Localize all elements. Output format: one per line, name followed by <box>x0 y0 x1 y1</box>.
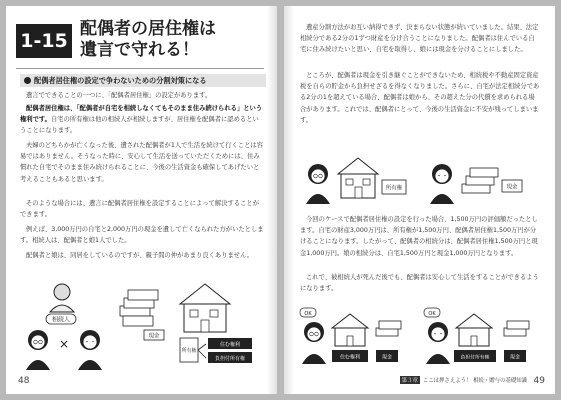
section-number-badge: 1-15 <box>16 24 72 58</box>
burdened-ownership-label: 負担付所有権 <box>460 355 490 361</box>
paragraph-1: 遺産分割方法がお互い納得できず、決まらない状態が続いていました。結果、法定相続分である2分の1ずつ財産を分け合うことになりました。配偶者は住んでいる自宅に住み続けたいと思い、自宅を取得し、娘には現金を分けることにしました。 <box>300 24 539 54</box>
paragraph-3: 夫婦のどちらかが亡くなった後、遺された配偶者が1人で生活を続けて行くことは容易ではありません。そうなった時に、安心して生活を送っていただくためには、住み慣れた自宅でそのまま住み続けられることに、今後の生活資金も確保してあげたいと考えることもあると思います。 <box>20 142 263 183</box>
page-title <box>80 19 216 61</box>
bullet-icon <box>24 77 31 84</box>
split-arrow-icon <box>198 344 206 358</box>
section-subheading: 配偶者居住権の設定で争わないための分割対策になる <box>20 74 266 87</box>
paragraph-6: 配偶者と娘は、同居をしているのですが、親子間の仲があまり良くありません。 <box>26 252 254 259</box>
paragraph-5: 例えば、3,000万円の自宅と2,000万円の現金を遺して亡くなられた方がいたとします。相続人は、配偶者と娘1人でした。 <box>20 226 264 245</box>
paragraph-2: 配偶者居住権は、「配偶者が自宅を相続しなくてもそのまま住み続けられる」という権利です。自宅の所有権は他の相続人が相続しますが、居住権を配偶者に認めるということになります。 <box>20 105 263 135</box>
chapter-title: ここは押さえよう！ 相続・贈与の基礎知識 <box>422 378 527 384</box>
house-icon <box>180 284 230 332</box>
paragraph-3: 今回のケースで配偶者居住権の設定を行った場合、1,500万円の評価額だったとします。自宅の財産3,000万円は、所有権が1,500万円、配偶者居住権1,500万円が分けることになります。したがって、配偶者の相続分は、配偶者居住権1,500万円と現金1,000万円。娘の相続分は、自宅1,500万円と現金1,000万円となります。 <box>300 216 538 257</box>
burdened-ownership-label: 負担付所有権 <box>214 355 246 362</box>
spouse-icon <box>302 322 326 364</box>
page-number-right: 49 <box>533 376 545 386</box>
spouse-icon <box>306 164 330 204</box>
paragraph-1: 遺言でできることの一つに、「配偶者居住権」の設定があります。 <box>26 92 212 99</box>
cash-stack-icon <box>462 168 498 193</box>
cash-stack-icon <box>504 321 529 336</box>
inheritance-illustration-before <box>302 154 538 206</box>
title-line-1: 配偶者の居住権は <box>80 19 216 39</box>
cash-label: 現金 <box>148 333 160 340</box>
cash-label: 現金 <box>506 184 518 191</box>
residence-right-label: 住む権利 <box>219 341 241 348</box>
right-page <box>284 6 555 394</box>
ok-label-left: OK <box>304 310 312 317</box>
daughter-icon <box>78 330 102 370</box>
daughter-icon <box>430 164 454 204</box>
chapter-footer <box>400 376 527 384</box>
paragraph-2: ところが、配偶者は現金を引き継ぐことができないため、相続税や不動産固定資産税を自らの貯金から負担せざるを得なくなりました。さらに、自宅が法定相続分である2分の1を超えている場合、配偶者は娘から、その超えた分の代償を求められる場合があります。これでは、配偶者にとって、今後の生活資金に不安が残ってしまいます。 <box>300 72 540 124</box>
cash-stack-icon <box>376 321 401 336</box>
deceased-person-icon <box>50 284 74 312</box>
ownership-label: 所有権 <box>385 185 403 192</box>
ok-label-right: OK <box>428 310 436 317</box>
ownership-label: 所有権 <box>181 348 197 354</box>
daughter-icon <box>426 322 450 364</box>
chapter-tag: 第３章 <box>401 378 418 384</box>
title-divider <box>16 68 264 69</box>
title-line-2: 遺言で守れる！ <box>80 40 199 60</box>
cash-stack-icon <box>120 290 158 326</box>
cash-label-left: 現金 <box>381 354 393 361</box>
paragraph-4: そのような場合には、遺言に配偶者居住権を設定することによって解決することができます。 <box>20 200 259 219</box>
conflict-x-icon: × <box>58 337 70 351</box>
inheritance-illustration-left <box>20 278 270 374</box>
house-icon <box>456 314 492 346</box>
paragraph-4: これで、被相続人が死んだ後でも、配偶者は安心して生活をすることができるようになります。 <box>300 274 539 293</box>
house-icon <box>332 314 368 346</box>
inheritance-illustration-after <box>298 306 542 368</box>
heirs-label: 相続人 <box>51 316 71 324</box>
cash-label-right: 現金 <box>509 354 521 361</box>
house-icon <box>338 158 378 198</box>
spouse-icon <box>26 330 50 370</box>
residence-right-label: 住む権利 <box>339 354 361 361</box>
page-number-left: 48 <box>18 376 30 386</box>
gutter-shadow <box>284 6 294 394</box>
left-page <box>6 6 277 394</box>
